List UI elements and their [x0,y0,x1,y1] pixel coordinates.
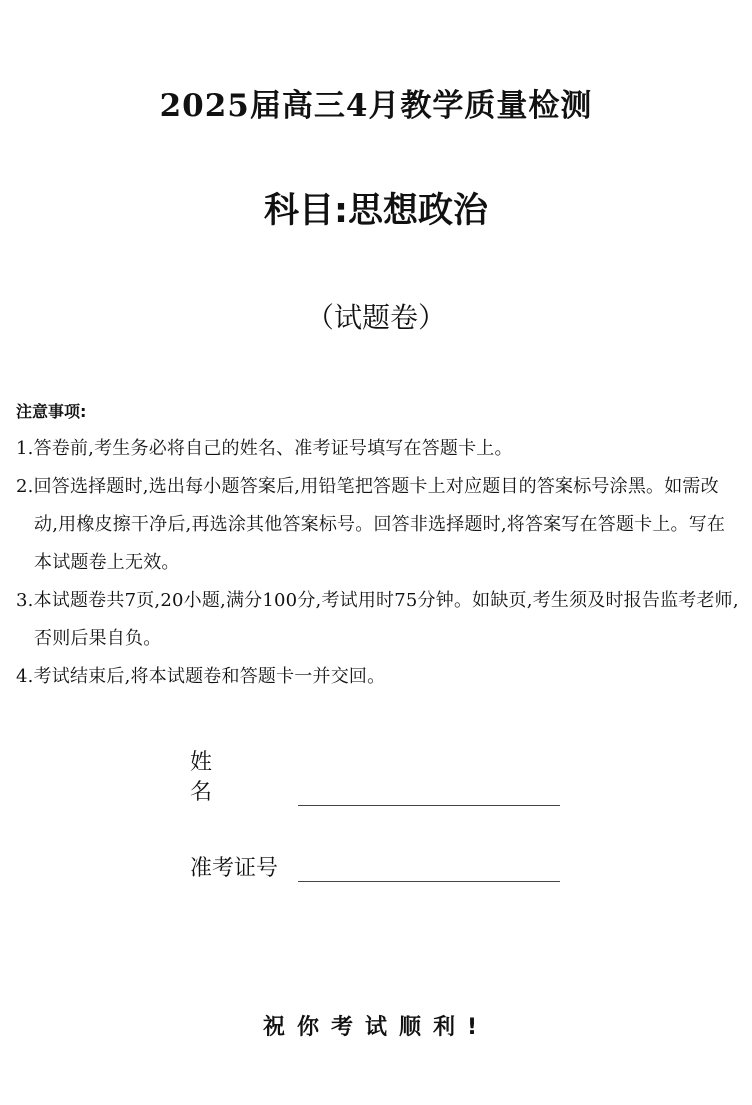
paper-type-label: （试题卷） [305,301,446,334]
notice-heading: 注意事项: [16,402,87,421]
notice-item-1: 1.答卷前,考生务必将自己的姓名、准考证号填写在答题卡上。 [16,438,513,459]
exam-id-label: 准考证号 [190,856,279,881]
name-blank-line[interactable] [298,803,560,806]
notice-item-2: 2.回答选择题时,选出每小题答案后,用铅笔把答题卡上对应题目的答案标号涂黑。如需改动,用橡皮擦干净后,再选涂其他答案标号。回答非选择题时,将答案写在答题卡上。写在本试题卷上无效。 [16,476,726,573]
notice-item-4: 4.考试结束后,将本试题卷和答题卡一并交回。 [16,666,386,687]
candidate-info [190,750,570,920]
name-label: 姓名 [190,750,257,805]
exam-id-field-row [190,844,570,884]
exam-title: 2025届高三4月教学质量检测 [159,88,593,124]
exam-id-blank-line[interactable] [298,879,560,882]
good-luck-message: 祝你考试顺利! [262,1015,490,1040]
notice-section [16,400,740,696]
subject-title: 科目:思想政治 [264,191,488,231]
notice-item-3: 3.本试题卷共7页,20小题,满分100分,考试用时75分钟。如缺页,考生须及时报告监考老师,否则后果自负。 [16,590,739,649]
notice-list [16,430,740,696]
name-field-row [190,750,570,808]
